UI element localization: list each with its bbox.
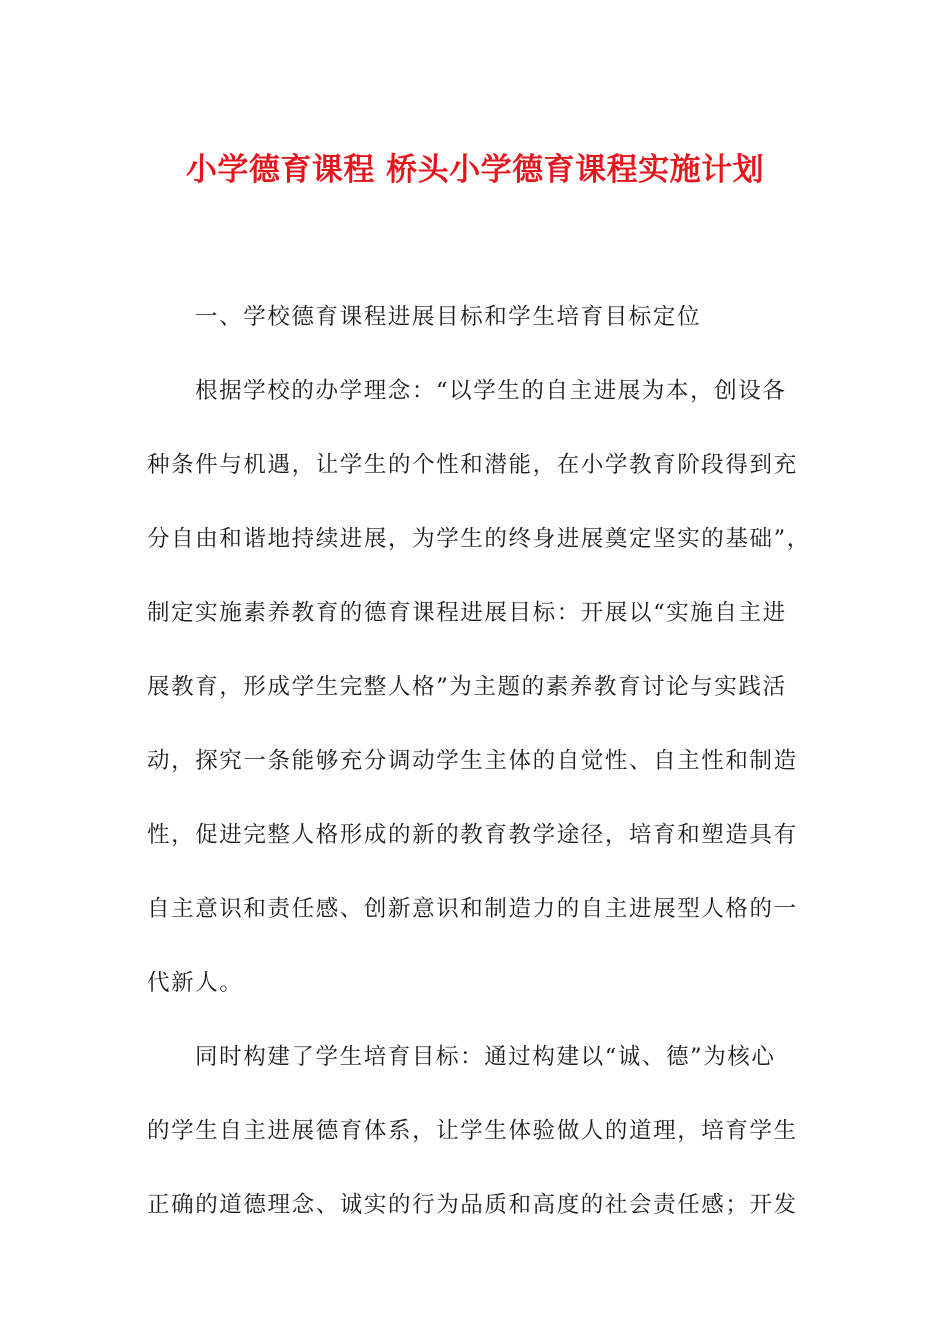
paragraph-2 (147, 1020, 797, 1242)
section-heading (147, 280, 797, 354)
text-line: 同时构建了学生培育目标：通过构建以“诚、德”为核心 (195, 1044, 776, 1070)
text-line: 自主意识和责任感、创新意识和制造力的自主进展型人格的一 (147, 896, 798, 922)
heading-line: 一、学校德育课程进展目标和学生培育目标定位 (195, 304, 702, 330)
text-line: 制定实施素养教育的德育课程进展目标：开展以“实施自主进 (147, 600, 787, 626)
document-title: 小学德育课程 桥头小学德育课程实施计划 (185, 152, 765, 188)
document-body (147, 280, 811, 1242)
text-line: 种条件与机遇，让学生的个性和潜能，在小学教育阶段得到充 (147, 452, 798, 478)
paragraph-1 (147, 354, 811, 1020)
text-line: 代新人。 (147, 970, 244, 996)
text-line: 动，探究一条能够充分调动学生主体的自觉性、自主性和制造 (147, 748, 798, 774)
text-line: 正确的道德理念、诚实的行为品质和高度的社会责任感；开发 (147, 1192, 798, 1218)
text-line: 根据学校的办学理念：“以学生的自主进展为本，创设各 (195, 378, 787, 404)
text-line: 的学生自主进展德育体系，让学生体验做人的道理，培育学生 (147, 1118, 798, 1144)
text-line: 分自由和谐地持续进展，为学生的终身进展奠定坚实的基础”， (147, 526, 811, 552)
text-line: 性，促进完整人格形成的新的教育教学途径，培育和塑造具有 (147, 822, 798, 848)
text-line: 展教育，形成学生完整人格”为主题的素养教育讨论与实践活 (147, 674, 787, 700)
